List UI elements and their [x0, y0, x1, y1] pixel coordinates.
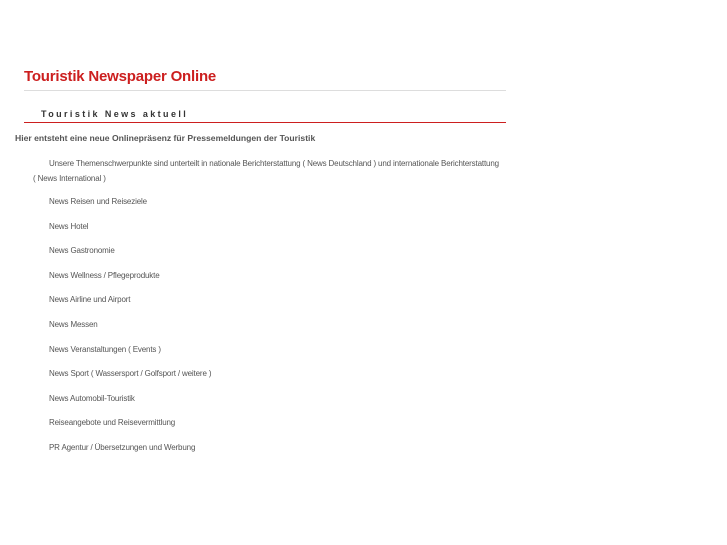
topic-item-veranstaltungen: News Veranstaltungen ( Events ) [49, 344, 161, 354]
topic-item-wellness: News Wellness / Pflegeprodukte [49, 270, 160, 280]
intro-text: Hier entsteht eine neue Onlinepräsenz für Pressemeldungen der Touristik [15, 133, 316, 143]
topic-item-gastronomie: News Gastronomie [49, 246, 115, 256]
topic-item-airline: News Airline und Airport [49, 295, 131, 305]
topic-list [49, 196, 211, 467]
site-title: Touristik Newspaper Online [24, 68, 217, 85]
title-divider [24, 90, 506, 91]
topic-item-automobil: News Automobil-Touristik [49, 393, 135, 403]
focus-paragraph: Unsere Themenschwerpunkte sind unterteilt in nationale Berichterstattung ( News Deutschland ) und internationale Berichterstattung ( News International ) [33, 159, 499, 183]
topic-item-sport: News Sport ( Wassersport / Golfsport / weitere ) [49, 369, 212, 379]
section-divider [24, 122, 506, 123]
topic-item-pr-agentur: PR Agentur / Übersetzungen und Werbung [49, 442, 196, 452]
topic-item-reisen: News Reisen und Reiseziele [49, 197, 147, 206]
topic-item-messen: News Messen [49, 319, 98, 329]
topic-item-hotel: News Hotel [49, 221, 89, 231]
topic-item-reiseangebote: Reiseangebote und Reisevermittlung [49, 418, 176, 428]
section-heading: Touristik News aktuell [41, 109, 189, 119]
